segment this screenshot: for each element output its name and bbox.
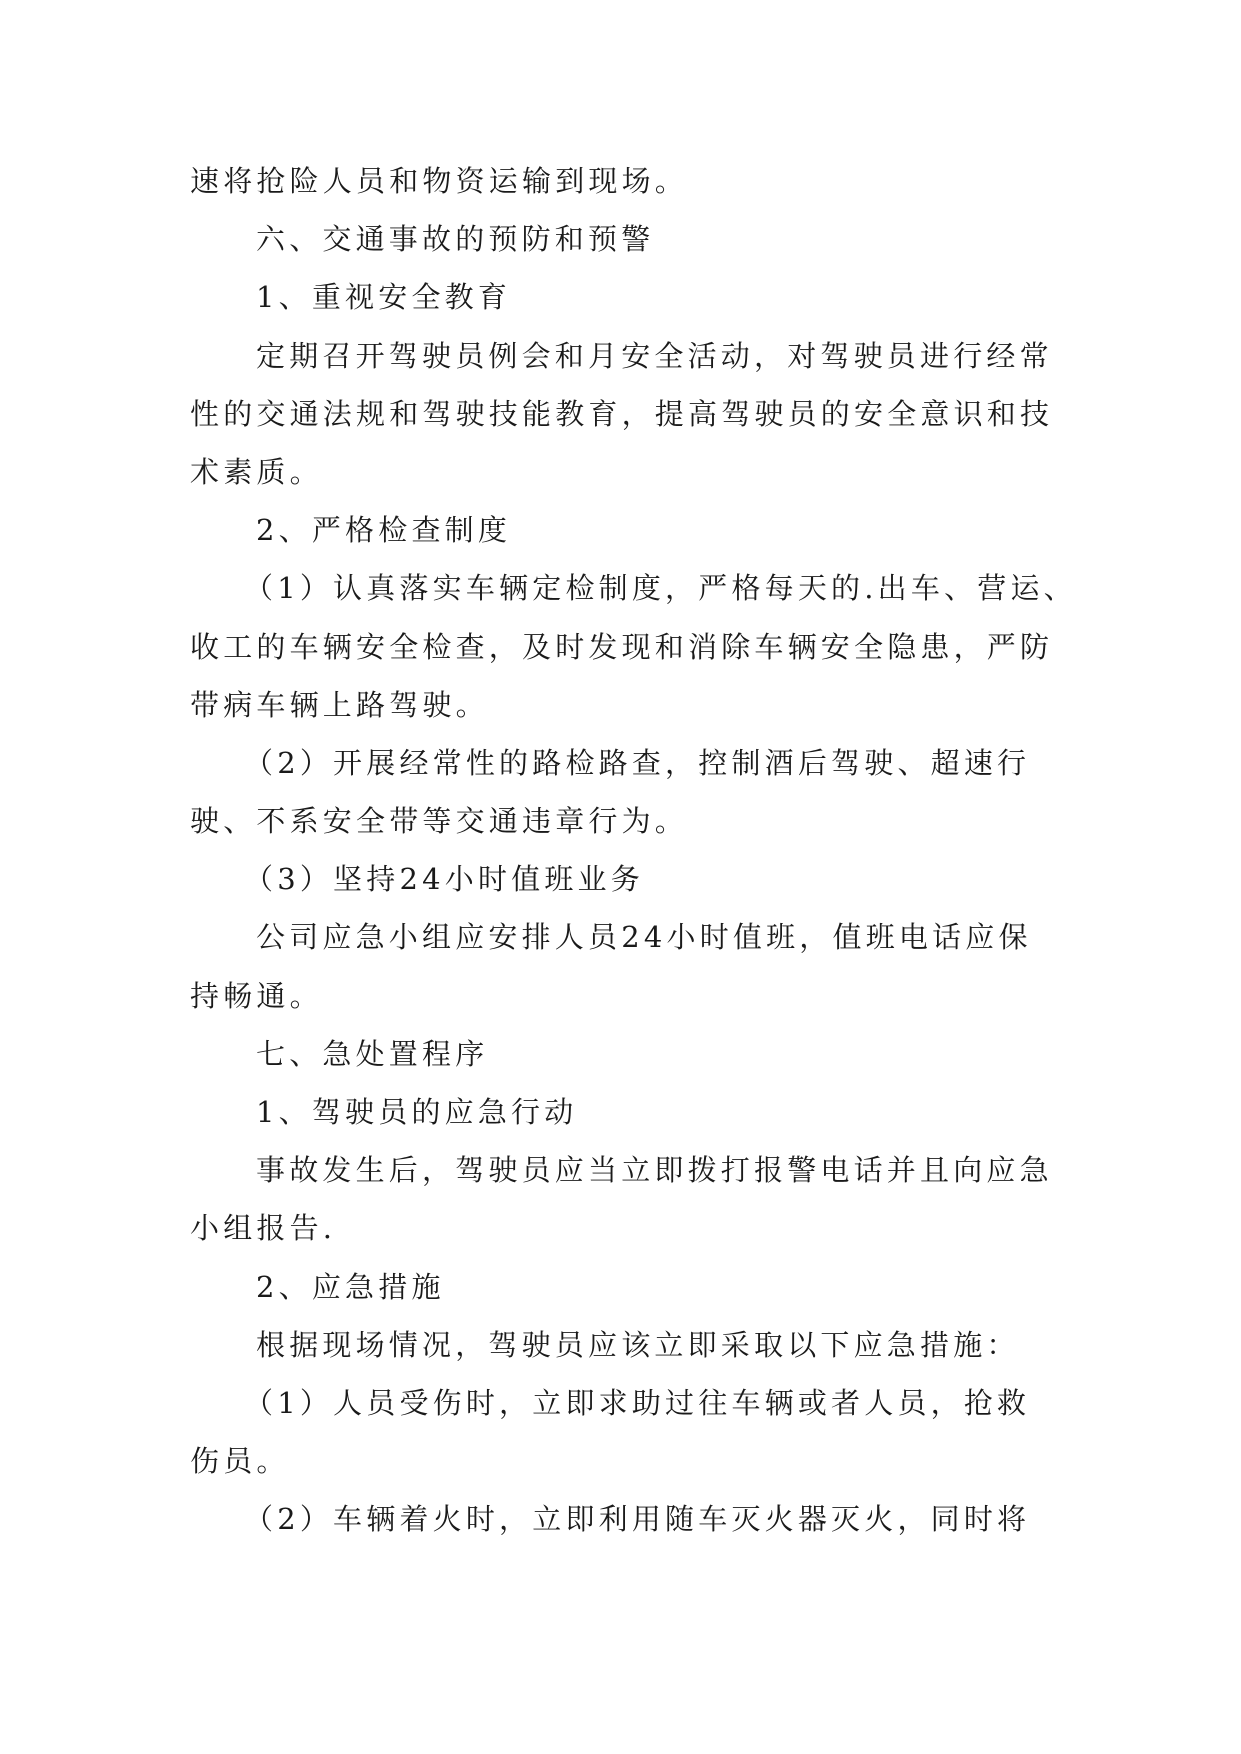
paragraph-line: 小组报告. [190,1211,337,1246]
subsection-heading: 2、应急措施 [256,1269,445,1304]
paragraph-line: （1）人员受伤时，立即求助过往车辆或者人员，抢救 [244,1385,1031,1420]
paragraph-line: 公司应急小组应安排人员24小时值班，值班电话应保 [256,920,1032,955]
paragraph-line: 根据现场情况，驾驶员应该立即采取以下应急措施： [256,1327,1020,1362]
paragraph-line: 性的交通法规和驾驶技能教育，提高驾驶员的安全意识和技 [190,396,1054,431]
subsection-heading: 1、重视安全教育 [256,280,512,315]
paragraph-line: 带病车辆上路驾驶。 [190,687,489,722]
paragraph-line: 定期召开驾驶员例会和月安全活动，对驾驶员进行经常 [256,338,1053,373]
paragraph-line: 事故发生后，驾驶员应当立即拨打报警电话并且向应急 [256,1153,1053,1188]
document-body [190,152,1077,1549]
paragraph-line: （2）车辆着火时，立即利用随车灭火器灭火，同时将 [244,1502,1031,1537]
paragraph-line: 速将抢险人员和物资运输到现场。 [190,164,689,198]
section-heading: 六、交通事故的预防和预警 [256,222,655,257]
paragraph-line: 术素质。 [190,454,323,489]
section-heading: 七、急处置程序 [256,1036,489,1071]
paragraph-line: 驶、不系安全带等交通违章行为。 [190,804,689,839]
paragraph-line: 收工的车辆安全检查，及时发现和消除车辆安全隐患，严防 [190,629,1054,664]
paragraph-line: （2）开展经常性的路检路查，控制酒后驾驶、超速行 [244,745,1031,780]
paragraph-line: 伤员。 [190,1444,290,1479]
paragraph-line: 持畅通。 [190,978,323,1013]
subsection-heading: 2、严格检查制度 [256,513,512,548]
subsection-heading: 1、驾驶员的应急行动 [256,1095,578,1129]
paragraph-line: （3）坚持24小时值班业务 [244,862,644,897]
paragraph-line: （1）认真落实车辆定检制度，严格每天的.出车、营运、 [244,571,1077,606]
